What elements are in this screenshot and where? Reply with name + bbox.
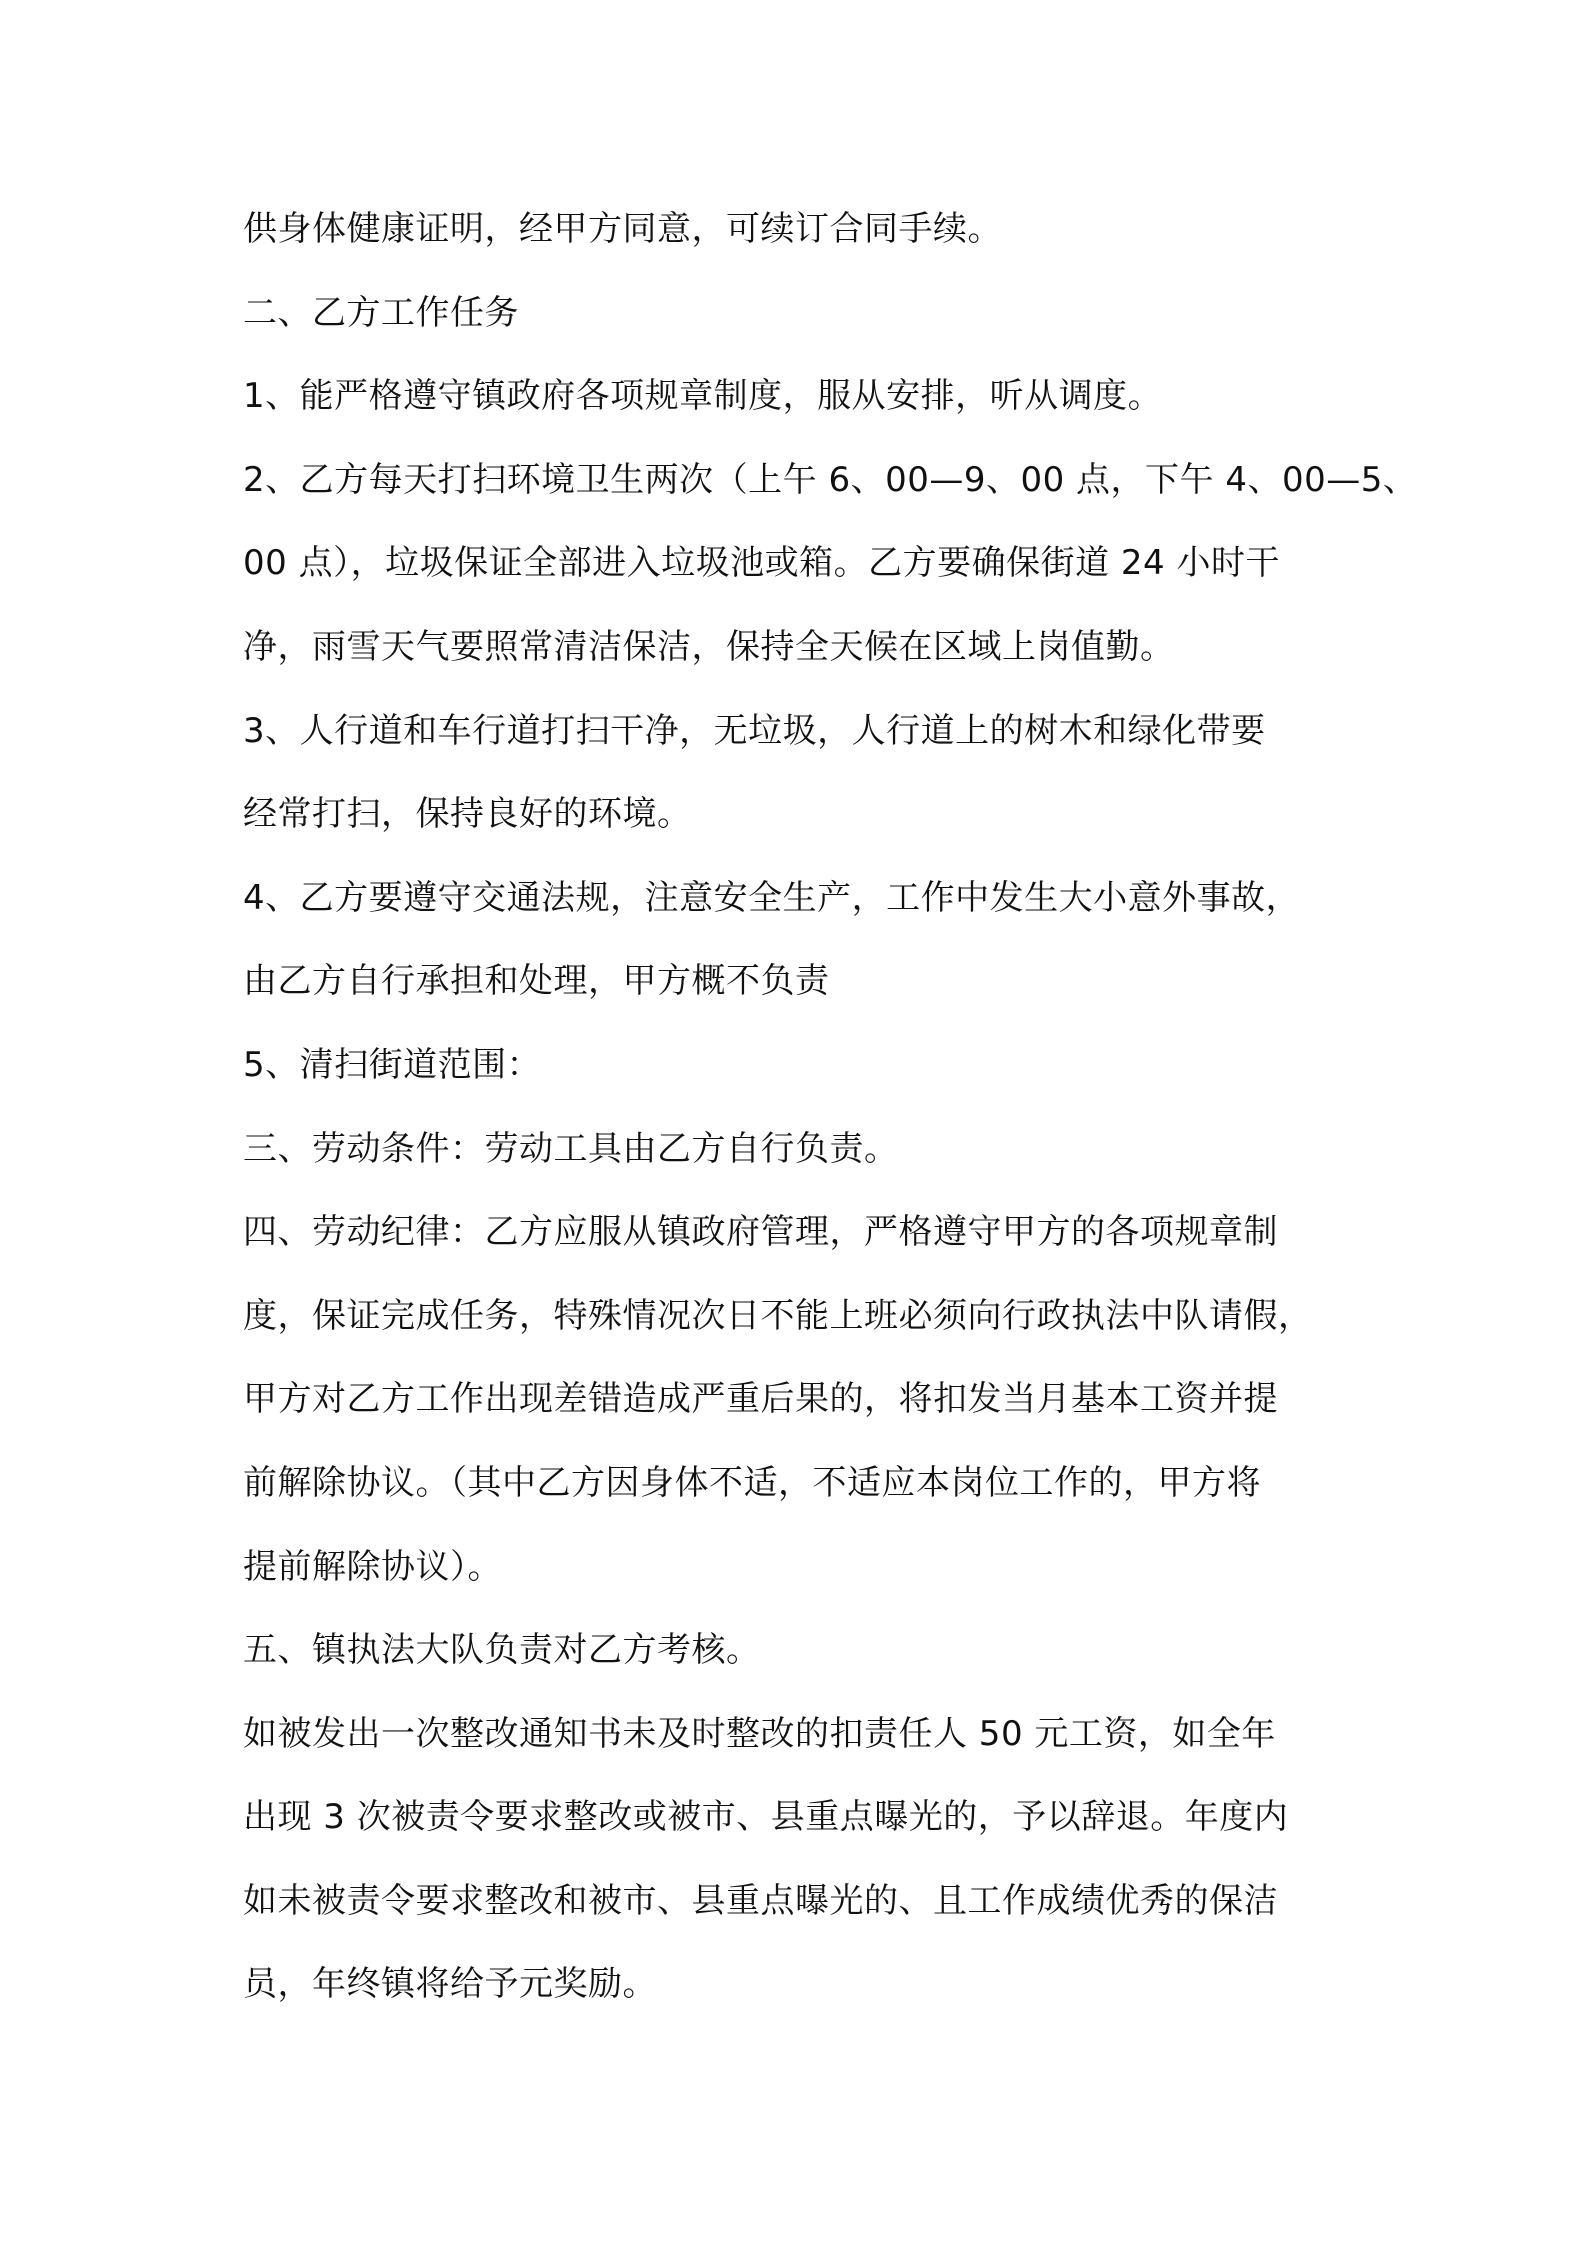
section-heading: 二、乙方工作任务 [243,292,519,333]
text-line: 出现 3 次被责令要求整改或被市、县重点曝光的，予以辞退。年度内 [243,1797,1289,1838]
text-line: 5、清扫街道范围： [243,1044,542,1085]
text-line: 供身体健康证明，经甲方同意，可续订合同手续。 [243,209,1002,249]
text-line: 如被发出一次整改通知书未及时整改的扣责任人 50 元工资，如全年 [243,1713,1276,1754]
section-heading: 五、镇执法大队负责对乙方考核。 [243,1630,761,1671]
text-line: 提前解除协议）。 [243,1546,502,1587]
text-line: 如未被责令要求整改和被市、县重点曝光的、且工作成绩优秀的保洁 [243,1880,1278,1921]
text-line: 由乙方自行承担和处理，甲方概不负责 [243,961,830,1002]
text-line: 00 点），垃圾保证全部进入垃圾池或箱。乙方要确保街道 24 小时干 [243,543,1280,584]
text-line: 1、能严格遵守镇政府各项规章制度，服从安排，听从调度。 [243,376,1163,417]
text-line: 经常打扫，保持良好的环境。 [243,794,692,835]
text-line: 前解除协议。（其中乙方因身体不适，不适应本岗位工作的，甲方将 [243,1462,1261,1503]
text-line: 4、乙方要遵守交通法规，注意安全生产，工作中发生大小意外事故， [243,877,1301,918]
contract-text-body [243,188,1418,2027]
text-line: 度，保证完成任务，特殊情况次日不能上班必须向行政执法中队请假， [243,1295,1313,1336]
text-line: 员，年终镇将给予元奖励。 [243,1964,657,2005]
section-heading: 四、劳动纪律：乙方应服从镇政府管理，严格遵守甲方的各项规章制 [243,1212,1278,1253]
text-line: 净，雨雪天气要照常清洁保洁，保持全天候在区域上岗值勤。 [243,626,1175,667]
section-heading: 三、劳动条件：劳动工具由乙方自行负责。 [243,1128,899,1169]
text-line: 2、乙方每天打扫环境卫生两次（上午 6、00—9、00 点，下午 4、00—5、 [243,459,1418,500]
text-line: 3、人行道和车行道打扫干净，无垃圾，人行道上的树木和绿化带要 [243,710,1266,751]
text-line: 甲方对乙方工作出现差错造成严重后果的，将扣发当月基本工资并提 [243,1379,1278,1420]
